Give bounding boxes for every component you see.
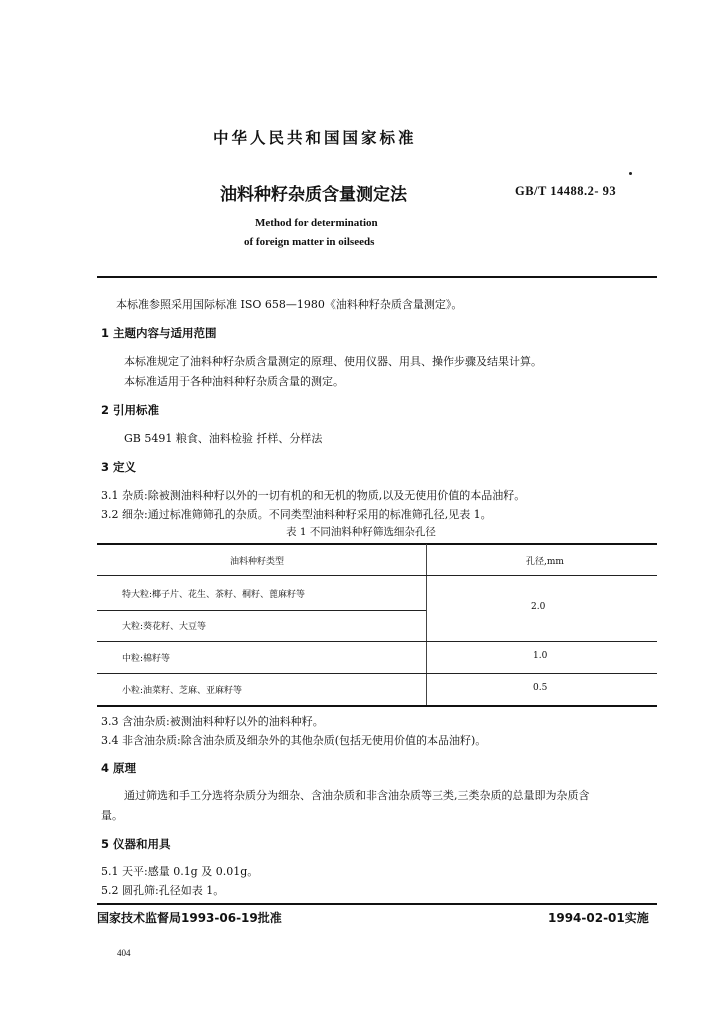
- definition-3-1: 3.1 杂质:除被测油料种籽以外的一切有机的和无机的物质,以及无使用价值的本品油籽。: [101, 489, 526, 502]
- national-standard-title: 中华人民共和国国家标准: [213, 129, 417, 147]
- table-row-size: 1.0: [533, 651, 548, 661]
- header-rule: [97, 276, 657, 278]
- document-title: 油料种籽杂质含量测定法: [220, 185, 407, 205]
- section-1-heading: 1 主题内容与适用范围: [101, 326, 217, 340]
- definition-3-3: 3.3 含油杂质:被测油料种籽以外的油料种籽。: [101, 715, 324, 728]
- effective-date: 1994-02-01实施: [548, 911, 649, 925]
- table-header-type: 油料种籽类型: [230, 557, 285, 567]
- section-3-heading: 3 定义: [101, 460, 137, 474]
- section-5-heading: 5 仪器和用具: [101, 837, 171, 851]
- table-row-rule: [97, 673, 657, 674]
- section-2-heading: 2 引用标准: [101, 403, 160, 417]
- table-row-type: 大粒:葵花籽、大豆等: [122, 622, 207, 632]
- table-row-rule: [97, 641, 657, 642]
- table-column-divider: [426, 544, 427, 705]
- section-1-para-1: 本标准规定了油料种籽杂质含量测定的原理、使用仪器、用具、操作步骤及结果计算。: [124, 355, 542, 368]
- table-row-rule: [97, 610, 426, 611]
- table-row-size: 0.5: [533, 683, 548, 693]
- definition-3-2: 3.2 细杂:通过标准筛筛孔的杂质。不同类型油料种籽采用的标准筛孔径,见表 1。: [101, 508, 492, 521]
- section-4-para-cont: 量。: [101, 809, 123, 822]
- table-header-rule: [97, 575, 657, 576]
- intro-text: 本标准参照采用国际标准 ISO 658—1980《油料种籽杂质含量测定》。: [116, 298, 463, 311]
- section-4-para: 通过筛选和手工分选将杂质分为细杂、含油杂质和非含油杂质等三类,三类杂质的总量即为杂质含: [124, 789, 590, 802]
- issued-by: 国家技术监督局1993-06-19批准: [97, 911, 282, 925]
- table-merged-size: 2.0: [531, 602, 546, 612]
- table-row-type: 中粒:棉籽等: [122, 654, 171, 664]
- standard-code: GB/T 14488.2- 93: [515, 184, 617, 198]
- english-title-line2: of foreign matter in oilseeds: [244, 236, 375, 248]
- page-number: 404: [117, 948, 131, 958]
- instrument-5-2: 5.2 圆孔筛:孔径如表 1。: [101, 884, 225, 897]
- table-bottom-rule: [97, 705, 657, 707]
- definition-3-4: 3.4 非含油杂质:除含油杂质及细杂外的其他杂质(包括无使用价值的本品油籽)。: [101, 734, 487, 747]
- table-row-type: 特大粒:椰子片、花生、茶籽、桐籽、蓖麻籽等: [122, 590, 306, 600]
- english-title-line1: Method for determination: [255, 217, 378, 229]
- table-caption: 表 1 不同油料种籽筛选细杂孔径: [286, 526, 436, 538]
- footer-rule: [97, 903, 657, 905]
- table-row-type: 小粒:油菜籽、芝麻、亚麻籽等: [122, 686, 243, 696]
- table-header-size: 孔径,mm: [526, 557, 564, 567]
- section-2-para-1: GB 5491 粮食、油料检验 扦样、分样法: [124, 432, 323, 445]
- dot-mark: [629, 172, 632, 175]
- table-top-rule: [97, 543, 657, 545]
- instrument-5-1: 5.1 天平:感量 0.1g 及 0.01g。: [101, 865, 259, 878]
- section-4-heading: 4 原理: [101, 761, 137, 775]
- section-1-para-2: 本标准适用于各种油料种籽杂质含量的测定。: [124, 375, 344, 388]
